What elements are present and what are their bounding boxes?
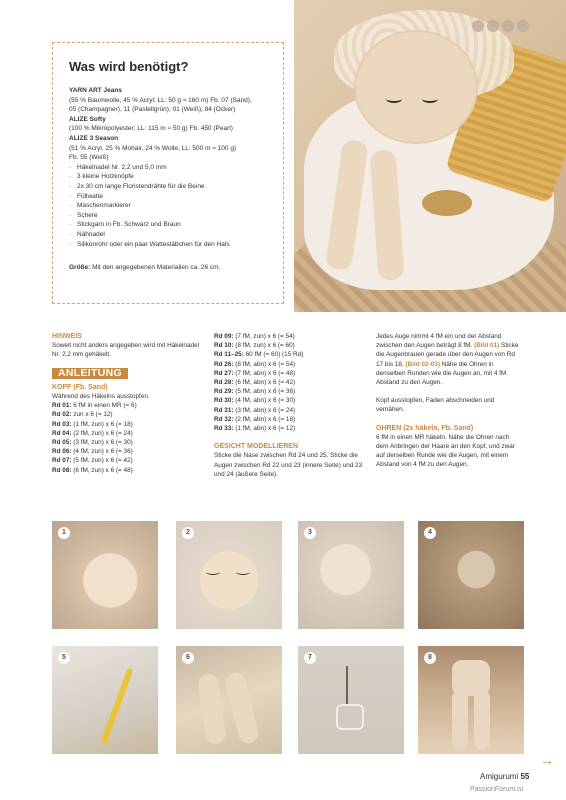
crochet-leg-shape — [197, 673, 227, 745]
image-ref: (Bild 02-03) — [405, 360, 440, 368]
step-photo-8 — [418, 646, 524, 754]
crochet-leg-shape — [452, 690, 468, 750]
materials-item: · Häkelnadel Nr. 2,2 und 5,0 mm — [69, 163, 269, 173]
yarn1-desc2: 05 (Champagner), 11 (Pastellgrün), 01 (Weiß), 84 (Ocker) — [69, 106, 236, 114]
size-line — [69, 263, 269, 273]
round-label: Rd 04: — [52, 429, 72, 437]
round-label: Rd 09: — [214, 333, 234, 340]
yarn2-desc: (100 % Mikropolyester; LL: 115 m ≈ 50 g) Fb. 450 (Pearl) — [69, 125, 233, 133]
round-line — [214, 360, 364, 369]
anleitung-heading: ANLEITUNG — [52, 368, 128, 379]
round-label: Rd 11–25: — [214, 351, 244, 359]
round-label: Rd 07: — [52, 457, 72, 465]
round-label: Rd 33: — [214, 425, 234, 433]
doll-eye — [386, 95, 402, 103]
round-line — [52, 410, 200, 419]
decoration-dot — [502, 20, 514, 32]
round-text: (2 fM, zun) x 6 (= 24) — [71, 429, 133, 437]
round-line — [214, 341, 364, 350]
round-line — [52, 438, 200, 447]
round-line — [52, 447, 200, 456]
round-label: Rd 10: — [214, 342, 234, 350]
text-column-3 — [376, 332, 522, 470]
round-label: Rd 01: — [52, 402, 72, 410]
round-line — [214, 396, 364, 405]
round-text: (2 fM, abn) x 6 (= 18) — [233, 415, 296, 423]
round-text: (6 fM, zun) x 6 (= 48) — [71, 466, 133, 474]
yarn3-desc1: (51 % Acryl, 25 % Mohair, 24 % Wolle; LL: 500 m ≈ 100 g) — [69, 144, 237, 152]
eyes-text: Nähe die Ohren in denselben Runden wie die Augen an, mit 4 fM Abstand zu den Augen. — [376, 360, 507, 387]
hinweis-heading: HINWEIS — [52, 333, 82, 340]
step-photo-3 — [298, 521, 404, 629]
round-text: (5 fM, zun) x 6 (= 42) — [71, 457, 133, 465]
round-label: Rd 27: — [214, 369, 234, 377]
step-photo-7 — [298, 646, 404, 754]
crochet-leg-shape — [474, 690, 490, 750]
gesicht-text: Sticke die Nase zwischen Rd 24 und 25. Sticke die Augen zwischen Rd 22 und 23 (innere Seite) und 23 und 24 (äußere Seite). — [214, 452, 363, 478]
crochet-leg-shape — [224, 671, 261, 746]
step-photo-5 — [52, 646, 158, 754]
yarn3-name: ALIZE 3 Season — [69, 134, 119, 142]
eye-stitch — [236, 569, 250, 575]
round-text: (8 fM, abn) x 6 (= 54) — [233, 360, 296, 368]
page-decoration-dots — [472, 20, 529, 32]
kopf-heading — [52, 383, 200, 392]
materials-body — [69, 86, 269, 273]
round-line — [214, 350, 364, 359]
round-text: 6 fM in einen MR (= 6) — [71, 402, 137, 410]
round-line — [214, 378, 364, 387]
ohren-heading — [376, 424, 522, 433]
photo-number: 6 — [182, 652, 194, 664]
round-label: Rd 26: — [214, 360, 234, 368]
photo-number: 1 — [58, 527, 70, 539]
round-line — [214, 387, 364, 396]
round-text: (4 fM, zun) x 6 (= 36) — [71, 448, 133, 456]
kopf-color: (Fb. Sand) — [71, 383, 108, 391]
photo-number: 3 — [304, 527, 316, 539]
yarn3-desc2: Fb. 55 (Weiß) — [69, 154, 109, 162]
round-label: Rd 30: — [214, 397, 234, 405]
yarn2-name: ALIZE Softy — [69, 115, 106, 123]
step-photo-1 — [52, 521, 158, 629]
materials-item: · Nähnadel — [69, 230, 269, 240]
round-text: (6 fM, abn) x 6 (= 42) — [233, 379, 296, 387]
round-line — [52, 420, 200, 429]
text-column-2 — [214, 332, 364, 479]
round-label: Rd 06: — [52, 448, 72, 456]
eyes-paragraph — [376, 332, 522, 387]
round-text: (7 fM, abn) x 6 (= 48) — [233, 369, 296, 377]
round-line — [52, 456, 200, 465]
photo-number: 7 — [304, 652, 316, 664]
materials-title: Was wird benötigt? — [69, 59, 189, 74]
hinweis-text: Soweit nicht anders angegeben wird mit Häkelnadel Nr. 2,2 mm gehäkelt. — [52, 342, 200, 359]
decoration-dot — [517, 20, 529, 32]
eye-stitch — [206, 569, 220, 575]
round-text: (5 fM, abn) x 6 (= 36) — [233, 388, 296, 396]
materials-item: · Maschenmarkierer — [69, 201, 269, 211]
materials-item: · Schere — [69, 211, 269, 221]
round-label: Rd 29: — [214, 388, 234, 396]
round-text: zun x 6 (= 12) — [71, 411, 113, 419]
magazine-name: Amigurumi — [480, 772, 519, 781]
round-line — [52, 401, 200, 410]
text-column-1 — [52, 332, 200, 475]
round-line — [214, 406, 364, 415]
round-text: (8 fM, zun) x 6 (= 60) — [233, 342, 295, 350]
page-number: 55 — [520, 772, 530, 781]
step-photo-2 — [176, 521, 282, 629]
ohren-text: 6 fM in einen MR häkeln. Nähe die Ohren nach dem Anbringen der Haare an den Kopf, und zwar auf derselben Runde wie die Augen, mit einem Abstand von 4 fM zu den Augen. — [376, 433, 515, 469]
doll-shoes — [422, 190, 472, 216]
materials-item: · Silikonrohr oder ein paar Wattestäbchen für den Hals — [69, 240, 269, 250]
ohren-color: (2x häkeln, Fb. Sand) — [401, 424, 474, 432]
round-text: (1 fM, abn) x 6 (= 12) — [233, 425, 296, 433]
round-line — [214, 332, 364, 341]
gesicht-heading: GESICHT MODELLIEREN — [214, 443, 299, 451]
round-label: Rd 08: — [52, 466, 72, 474]
photo-number: 2 — [182, 527, 194, 539]
round-line — [214, 369, 364, 378]
round-label: Rd 02: — [52, 411, 72, 419]
photo-number: 8 — [424, 652, 436, 664]
round-text: (4 fM, abn) x 6 (= 30) — [233, 397, 296, 405]
crochet-hook-shape — [101, 667, 134, 744]
photo-number: 4 — [424, 527, 436, 539]
kopf-intro: Während des Häkelns ausstopfen. — [52, 393, 150, 401]
decoration-dot — [487, 20, 499, 32]
wire-frame-shape — [336, 704, 364, 730]
wire-shape — [346, 666, 348, 706]
round-line — [214, 415, 364, 424]
eyes-text: Jedes Auge nimmt 4 fM ein und der Abstand zwischen den Augen beträgt 8 fM. — [376, 333, 502, 350]
round-label: Rd 03: — [52, 420, 72, 428]
round-label: Rd 31: — [214, 406, 234, 414]
round-line — [52, 429, 200, 438]
size-label: Größe: — [69, 264, 91, 272]
image-ref: (Bild 01) — [474, 342, 500, 350]
doll-eye — [422, 95, 438, 103]
ohren-title: OHREN — [376, 424, 402, 432]
materials-item: · 3 kleine Holzknöpfe — [69, 172, 269, 182]
round-label: Rd 05: — [52, 439, 72, 447]
round-line — [214, 424, 364, 433]
materials-item: · 2x 30 cm lange Floristendrähte für die Beine — [69, 182, 269, 192]
hero-photo — [294, 0, 566, 312]
size-value: Mit den angegebenen Materialien ca. 26 cm. — [90, 264, 221, 272]
round-text: 60 fM (= 60) (15 Rd) — [243, 351, 304, 359]
eyes-text: Sticke die Augenbrauen gerade über den Augen von Rd 17 bis 18. — [376, 342, 519, 368]
materials-item: · Füllwatte — [69, 192, 269, 202]
round-text: (1 fM, zun) x 6 (= 18) — [71, 420, 133, 428]
kopf-title: KOPF — [52, 383, 72, 391]
round-label: Rd 32: — [214, 415, 234, 423]
round-text: (3 fM, abn) x 6 (= 24) — [233, 406, 296, 414]
decoration-dot — [472, 20, 484, 32]
round-label: Rd 28: — [214, 379, 234, 387]
yarn1-desc1: (55 % Baumwolle, 45 % Acryl; LL: 50 g ≈ 160 m) Fb. 07 (Sand), — [69, 96, 252, 104]
page-footer — [480, 772, 529, 781]
round-line — [52, 466, 200, 475]
next-page-arrow-icon: → — [540, 752, 554, 768]
round-text: (7 fM, zun) x 6 (= 54) — [233, 333, 295, 340]
yarn1-name: YARN ART Jeans — [69, 87, 122, 94]
round-text: (3 fM, zun) x 6 (= 30) — [71, 439, 133, 447]
watermark: PassionForum.ru — [470, 786, 524, 793]
step-photo-6 — [176, 646, 282, 754]
doll-head — [354, 30, 478, 144]
stuff-paragraph: Kopf ausstopfen, Faden abschneiden und vernähen. — [376, 397, 495, 414]
step-photo-4 — [418, 521, 524, 629]
photo-number: 5 — [58, 652, 70, 664]
materials-box — [52, 42, 284, 304]
materials-item: · Stickgarn in Fb. Schwarz und Braun — [69, 220, 269, 230]
